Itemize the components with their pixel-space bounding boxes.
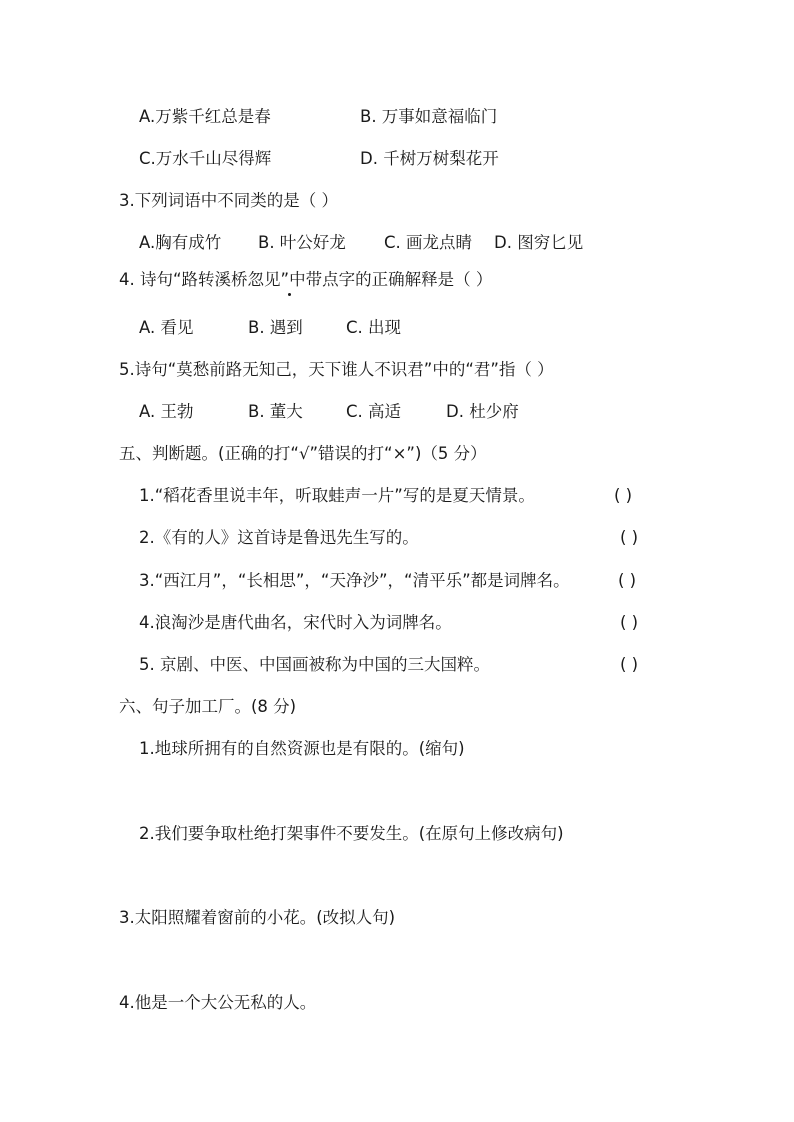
q2-option-a: A.万紫千红总是春 [139, 107, 271, 126]
q5-option-d: D. 杜少府 [446, 402, 519, 421]
sentence-item-4: 4.他是一个大公无私的人。 [119, 993, 317, 1012]
emphasis-dot-icon [288, 293, 291, 296]
tf-item-2: 2.《有的人》这首诗是鲁迅先生写的。 [139, 528, 419, 547]
q4-option-b: B. 遇到 [248, 318, 303, 337]
q3-option-d: D. 图穷匕见 [494, 233, 584, 252]
q5-stem: 5.诗句“莫愁前路无知己，天下谁人不识君”中的“君”指（ ） [119, 360, 554, 379]
q5-option-a: A. 王勃 [139, 402, 194, 421]
q3-stem: 3.下列词语中不同类的是（ ） [119, 191, 338, 210]
sentence-item-3: 3.太阳照耀着窗前的小花。(改拟人句) [119, 908, 396, 927]
tf-answer-5[interactable]: ( ) [620, 655, 639, 674]
q5-option-b: B. 董大 [248, 402, 303, 421]
tf-item-5: 5. 京剧、中医、中国画被称为中国的三大国粹。 [139, 655, 490, 674]
q5-option-c: C. 高适 [346, 402, 402, 421]
tf-item-3: 3.“西江月”，“长相思”，“天净沙”，“清平乐”都是词牌名。 [139, 571, 570, 590]
section5-title: 五、判断题。(正确的打“√”错误的打“×”)（5 分） [119, 444, 487, 463]
q4-stem: 4. 诗句“路转溪桥忽见”中带点字的正确解释是（ ） [119, 270, 493, 289]
tf-item-1: 1.“稻花香里说丰年，听取蛙声一片”写的是夏天情景。 [139, 486, 535, 505]
section6-title: 六、句子加工厂。(8 分) [119, 697, 297, 716]
q3-option-c: C. 画龙点睛 [384, 233, 473, 252]
tf-answer-3[interactable]: ( ) [618, 571, 637, 590]
q2-option-c: C.万水千山尽得辉 [139, 149, 272, 168]
q4-option-c: C. 出现 [346, 318, 402, 337]
q3-option-b: B. 叶公好龙 [258, 233, 346, 252]
sentence-item-1: 1.地球所拥有的自然资源也是有限的。(缩句) [139, 739, 465, 758]
tf-answer-1[interactable]: ( ) [614, 486, 633, 505]
tf-answer-4[interactable]: ( ) [620, 613, 639, 632]
q2-option-b: B. 万事如意福临门 [360, 107, 498, 126]
tf-answer-2[interactable]: ( ) [620, 528, 639, 547]
q2-option-d: D. 千树万树梨花开 [360, 149, 499, 168]
tf-item-4: 4.浪淘沙是唐代曲名，宋代时入为词牌名。 [139, 613, 452, 632]
q3-option-a: A.胸有成竹 [139, 233, 222, 252]
sentence-item-2: 2.我们要争取杜绝打架事件不要发生。(在原句上修改病句) [139, 824, 564, 843]
q4-option-a: A. 看见 [139, 318, 194, 337]
